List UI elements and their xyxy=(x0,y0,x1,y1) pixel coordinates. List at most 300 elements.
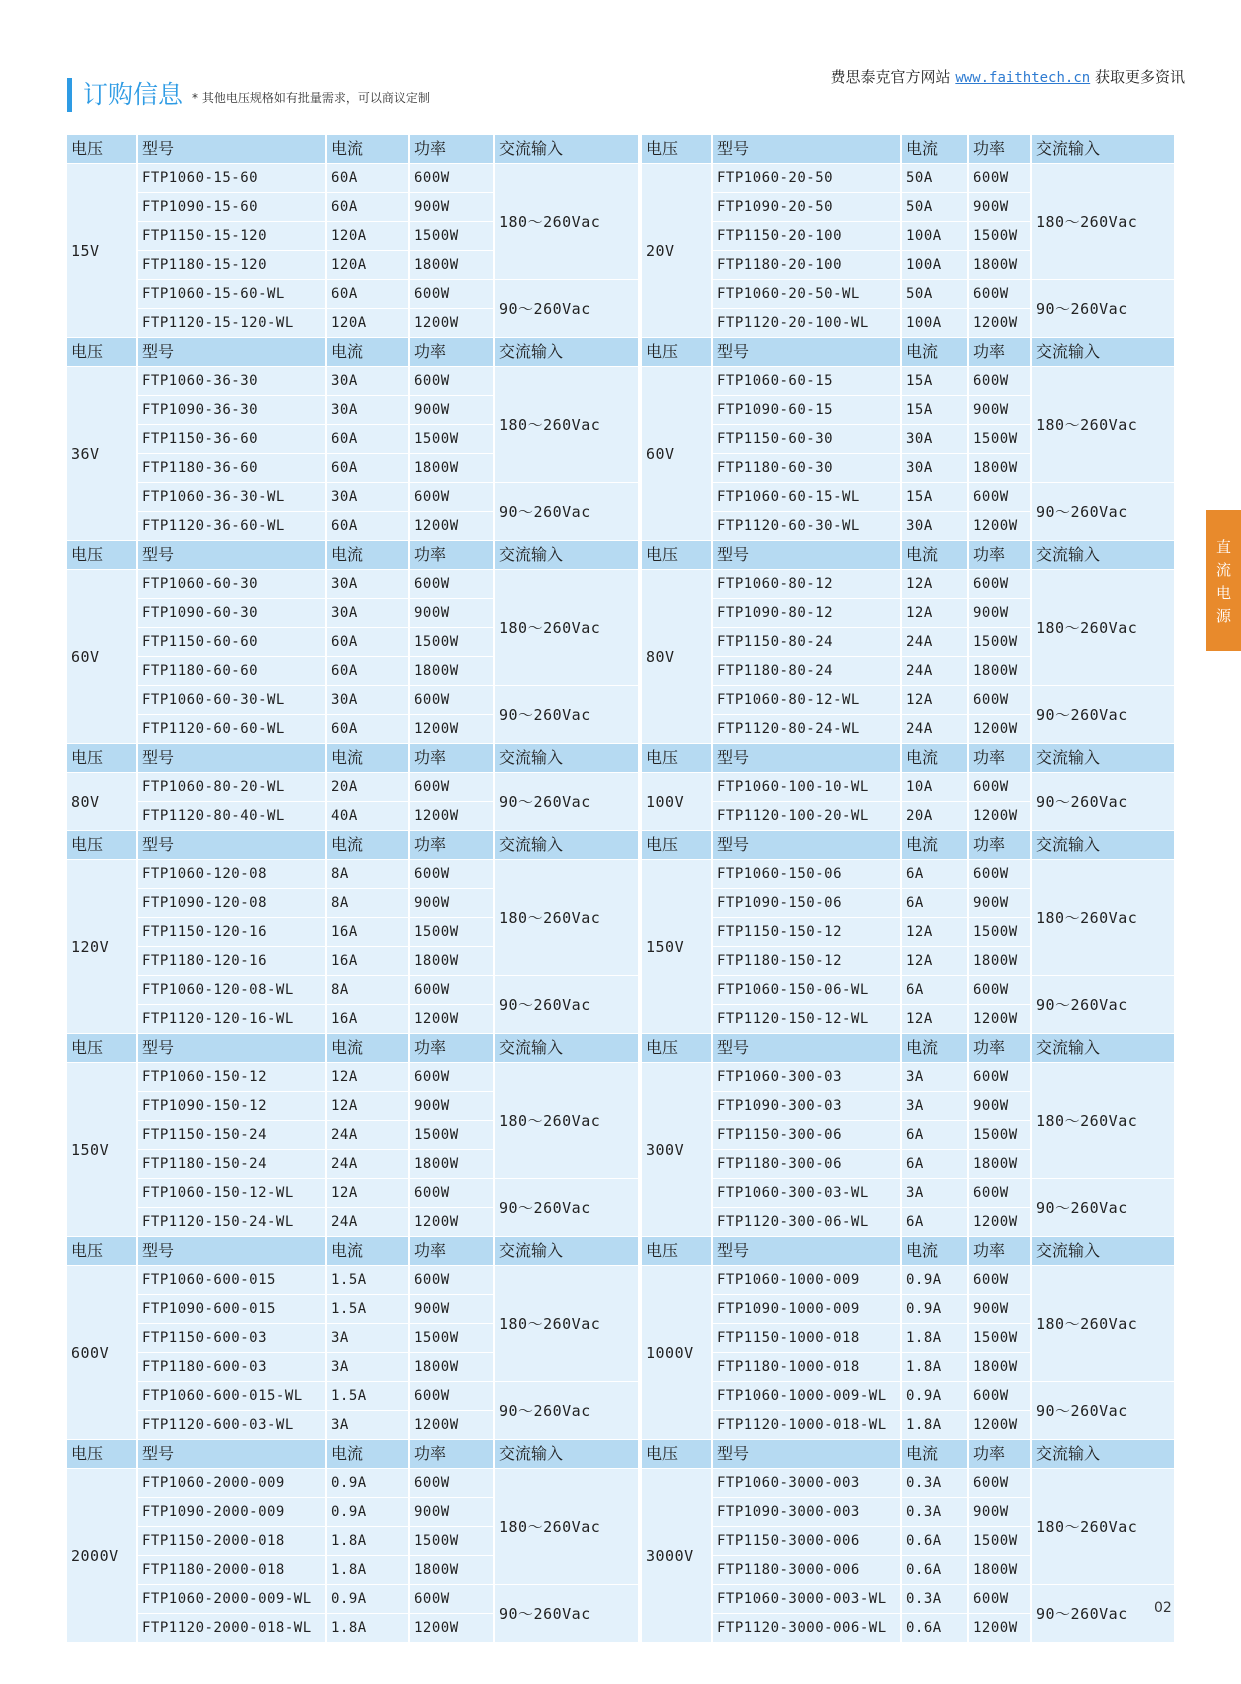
column-header: 功率 xyxy=(968,338,1031,367)
page-title: 订购信息 xyxy=(83,80,184,109)
model-cell: FTP1150-15-120 xyxy=(137,222,326,251)
model-cell: FTP1090-2000-009 xyxy=(137,1498,326,1527)
current-cell: 1.8A xyxy=(326,1527,409,1556)
power-cell: 1800W xyxy=(968,1150,1031,1179)
current-cell: 120A xyxy=(326,251,409,280)
model-cell: FTP1120-3000-006-WL xyxy=(712,1614,901,1643)
column-header: 功率 xyxy=(409,744,494,773)
column-header: 电压 xyxy=(67,1237,137,1266)
power-cell: 1500W xyxy=(409,628,494,657)
ac-input-cell: 180～260Vac xyxy=(494,860,639,976)
column-gap xyxy=(639,1411,642,1440)
current-cell: 3A xyxy=(901,1179,968,1208)
model-cell: FTP1150-2000-018 xyxy=(137,1527,326,1556)
power-cell: 600W xyxy=(409,686,494,715)
ac-input-cell: 180～260Vac xyxy=(1031,1469,1175,1585)
model-cell: FTP1150-36-60 xyxy=(137,425,326,454)
current-cell: 12A xyxy=(901,570,968,599)
current-cell: 1.5A xyxy=(326,1295,409,1324)
power-cell: 900W xyxy=(968,396,1031,425)
column-header: 电压 xyxy=(642,1237,712,1266)
model-cell: FTP1060-150-12 xyxy=(137,1063,326,1092)
current-cell: 1.8A xyxy=(901,1353,968,1382)
column-header: 电流 xyxy=(901,135,968,164)
voltage-cell: 80V xyxy=(642,570,712,744)
model-cell: FTP1150-80-24 xyxy=(712,628,901,657)
table-row xyxy=(67,1063,1175,1092)
current-cell: 8A xyxy=(326,860,409,889)
power-cell: 1500W xyxy=(409,1527,494,1556)
current-cell: 0.6A xyxy=(901,1556,968,1585)
ac-input-cell: 180～260Vac xyxy=(1031,1063,1175,1179)
table-row xyxy=(67,860,1175,889)
header-row xyxy=(67,831,1175,860)
column-gap xyxy=(639,251,642,280)
column-header: 功率 xyxy=(968,1237,1031,1266)
power-cell: 600W xyxy=(968,164,1031,193)
power-cell: 600W xyxy=(968,570,1031,599)
current-cell: 0.3A xyxy=(901,1585,968,1614)
table-row xyxy=(67,686,1175,715)
power-cell: 900W xyxy=(409,1498,494,1527)
power-cell: 1500W xyxy=(968,1527,1031,1556)
ac-input-cell: 90～260Vac xyxy=(1031,773,1175,831)
power-cell: 600W xyxy=(968,367,1031,396)
power-cell: 1200W xyxy=(968,1005,1031,1034)
current-cell: 24A xyxy=(326,1150,409,1179)
power-cell: 1200W xyxy=(409,512,494,541)
column-header: 型号 xyxy=(137,1237,326,1266)
current-cell: 1.8A xyxy=(901,1324,968,1353)
voltage-cell: 80V xyxy=(67,773,137,831)
power-cell: 1200W xyxy=(968,715,1031,744)
column-gap xyxy=(639,686,642,715)
power-cell: 1800W xyxy=(968,657,1031,686)
power-cell: 600W xyxy=(409,1179,494,1208)
current-cell: 30A xyxy=(901,454,968,483)
column-header: 电流 xyxy=(326,135,409,164)
column-gap xyxy=(639,1614,642,1643)
model-cell: FTP1120-36-60-WL xyxy=(137,512,326,541)
header-row xyxy=(67,1440,1175,1469)
site-url-link[interactable]: www.faithtech.cn xyxy=(955,70,1091,86)
model-cell: FTP1060-15-60-WL xyxy=(137,280,326,309)
voltage-cell: 60V xyxy=(67,570,137,744)
column-gap xyxy=(639,889,642,918)
current-cell: 0.9A xyxy=(901,1382,968,1411)
power-cell: 900W xyxy=(968,1295,1031,1324)
ac-input-cell: 90～260Vac xyxy=(494,686,639,744)
model-cell: FTP1120-100-20-WL xyxy=(712,802,901,831)
model-cell: FTP1120-15-120-WL xyxy=(137,309,326,338)
column-gap xyxy=(639,1556,642,1585)
model-cell: FTP1060-150-12-WL xyxy=(137,1179,326,1208)
column-gap xyxy=(639,1498,642,1527)
ac-input-cell: 90～260Vac xyxy=(1031,1179,1175,1237)
power-cell: 900W xyxy=(968,889,1031,918)
column-header: 功率 xyxy=(968,831,1031,860)
current-cell: 3A xyxy=(326,1353,409,1382)
power-cell: 900W xyxy=(968,1092,1031,1121)
voltage-cell: 150V xyxy=(642,860,712,1034)
model-cell: FTP1180-2000-018 xyxy=(137,1556,326,1585)
current-cell: 60A xyxy=(326,193,409,222)
column-gap xyxy=(639,1121,642,1150)
model-cell: FTP1150-150-24 xyxy=(137,1121,326,1150)
current-cell: 6A xyxy=(901,1121,968,1150)
current-cell: 12A xyxy=(901,947,968,976)
power-cell: 1500W xyxy=(409,425,494,454)
model-cell: FTP1120-60-60-WL xyxy=(137,715,326,744)
column-header: 电压 xyxy=(642,135,712,164)
current-cell: 60A xyxy=(326,657,409,686)
model-cell: FTP1150-120-16 xyxy=(137,918,326,947)
current-cell: 50A xyxy=(901,164,968,193)
power-cell: 1800W xyxy=(409,1556,494,1585)
current-cell: 30A xyxy=(326,570,409,599)
model-cell: FTP1060-3000-003-WL xyxy=(712,1585,901,1614)
voltage-cell: 150V xyxy=(67,1063,137,1237)
current-cell: 12A xyxy=(326,1179,409,1208)
column-header: 功率 xyxy=(409,135,494,164)
current-cell: 15A xyxy=(901,367,968,396)
current-cell: 24A xyxy=(326,1208,409,1237)
ac-input-cell: 180～260Vac xyxy=(1031,164,1175,280)
power-cell: 1500W xyxy=(968,628,1031,657)
model-cell: FTP1090-3000-003 xyxy=(712,1498,901,1527)
power-cell: 1500W xyxy=(409,222,494,251)
power-cell: 900W xyxy=(968,599,1031,628)
current-cell: 60A xyxy=(326,280,409,309)
column-header: 电压 xyxy=(642,541,712,570)
column-header: 电流 xyxy=(326,1034,409,1063)
site-prefix: 费思泰克官方网站 xyxy=(830,68,951,86)
model-cell: FTP1180-3000-006 xyxy=(712,1556,901,1585)
table-row xyxy=(67,976,1175,1005)
power-cell: 600W xyxy=(409,1266,494,1295)
column-header: 交流输入 xyxy=(1031,135,1175,164)
power-cell: 1500W xyxy=(968,425,1031,454)
power-cell: 1800W xyxy=(968,454,1031,483)
power-cell: 1800W xyxy=(409,251,494,280)
column-header: 交流输入 xyxy=(1031,541,1175,570)
column-gap xyxy=(639,1005,642,1034)
power-cell: 600W xyxy=(409,976,494,1005)
power-cell: 600W xyxy=(968,1266,1031,1295)
voltage-cell: 300V xyxy=(642,1063,712,1237)
model-cell: FTP1060-150-06 xyxy=(712,860,901,889)
model-cell: FTP1060-1000-009 xyxy=(712,1266,901,1295)
table-row xyxy=(67,164,1175,193)
current-cell: 0.9A xyxy=(901,1266,968,1295)
power-cell: 1500W xyxy=(968,1324,1031,1353)
current-cell: 0.3A xyxy=(901,1469,968,1498)
table-row xyxy=(67,280,1175,309)
current-cell: 1.8A xyxy=(901,1411,968,1440)
table-row xyxy=(67,1469,1175,1498)
model-cell: FTP1120-150-24-WL xyxy=(137,1208,326,1237)
column-header: 交流输入 xyxy=(494,831,639,860)
model-cell: FTP1060-600-015-WL xyxy=(137,1382,326,1411)
title-accent-bar xyxy=(67,78,72,112)
column-header: 电流 xyxy=(326,338,409,367)
column-header: 交流输入 xyxy=(1031,338,1175,367)
power-cell: 1200W xyxy=(968,802,1031,831)
column-gap xyxy=(639,425,642,454)
voltage-cell: 2000V xyxy=(67,1469,137,1643)
column-header: 电压 xyxy=(642,831,712,860)
column-header: 电流 xyxy=(901,338,968,367)
model-cell: FTP1120-1000-018-WL xyxy=(712,1411,901,1440)
power-cell: 1500W xyxy=(409,1324,494,1353)
current-cell: 12A xyxy=(326,1063,409,1092)
model-cell: FTP1060-20-50 xyxy=(712,164,901,193)
column-header: 交流输入 xyxy=(494,541,639,570)
column-gap xyxy=(639,512,642,541)
column-header: 型号 xyxy=(712,1237,901,1266)
model-cell: FTP1180-1000-018 xyxy=(712,1353,901,1382)
model-cell: FTP1090-120-08 xyxy=(137,889,326,918)
current-cell: 24A xyxy=(901,628,968,657)
ac-input-cell: 90～260Vac xyxy=(1031,483,1175,541)
current-cell: 120A xyxy=(326,309,409,338)
column-header: 电压 xyxy=(67,541,137,570)
table-row xyxy=(67,1179,1175,1208)
column-header: 交流输入 xyxy=(1031,1237,1175,1266)
site-suffix: 获取更多资讯 xyxy=(1094,68,1185,86)
column-gap xyxy=(639,947,642,976)
current-cell: 0.6A xyxy=(901,1614,968,1643)
current-cell: 3A xyxy=(326,1411,409,1440)
power-cell: 900W xyxy=(409,396,494,425)
model-cell: FTP1120-60-30-WL xyxy=(712,512,901,541)
model-cell: FTP1150-20-100 xyxy=(712,222,901,251)
model-cell: FTP1090-36-30 xyxy=(137,396,326,425)
power-cell: 1800W xyxy=(968,1353,1031,1382)
model-cell: FTP1060-20-50-WL xyxy=(712,280,901,309)
model-cell: FTP1060-1000-009-WL xyxy=(712,1382,901,1411)
power-cell: 1200W xyxy=(409,1005,494,1034)
power-cell: 1200W xyxy=(409,802,494,831)
current-cell: 3A xyxy=(901,1092,968,1121)
model-cell: FTP1060-80-12-WL xyxy=(712,686,901,715)
column-header: 电流 xyxy=(901,831,968,860)
side-tab-char: 流 xyxy=(1215,561,1231,579)
voltage-cell: 15V xyxy=(67,164,137,338)
model-cell: FTP1060-36-30 xyxy=(137,367,326,396)
power-cell: 1500W xyxy=(968,1121,1031,1150)
model-cell: FTP1150-60-60 xyxy=(137,628,326,657)
ac-input-cell: 90～260Vac xyxy=(494,1382,639,1440)
current-cell: 24A xyxy=(901,657,968,686)
model-cell: FTP1060-3000-003 xyxy=(712,1469,901,1498)
ac-input-cell: 180～260Vac xyxy=(494,570,639,686)
power-cell: 1200W xyxy=(968,309,1031,338)
model-cell: FTP1090-150-06 xyxy=(712,889,901,918)
power-cell: 900W xyxy=(968,1498,1031,1527)
model-cell: FTP1120-20-100-WL xyxy=(712,309,901,338)
ac-input-cell: 180～260Vac xyxy=(494,1063,639,1179)
current-cell: 12A xyxy=(326,1092,409,1121)
current-cell: 6A xyxy=(901,1150,968,1179)
voltage-cell: 36V xyxy=(67,367,137,541)
column-header: 电流 xyxy=(901,541,968,570)
column-gap xyxy=(639,1179,642,1208)
power-cell: 1200W xyxy=(968,1411,1031,1440)
table-row xyxy=(67,570,1175,599)
column-header: 功率 xyxy=(409,1034,494,1063)
side-section-tab[interactable] xyxy=(1206,510,1241,651)
column-header: 交流输入 xyxy=(494,338,639,367)
model-cell: FTP1090-1000-009 xyxy=(712,1295,901,1324)
current-cell: 30A xyxy=(326,483,409,512)
column-header: 交流输入 xyxy=(1031,831,1175,860)
power-cell: 600W xyxy=(409,483,494,512)
current-cell: 8A xyxy=(326,976,409,1005)
column-gap xyxy=(639,976,642,1005)
power-cell: 1200W xyxy=(409,715,494,744)
column-header: 型号 xyxy=(712,541,901,570)
column-header: 电压 xyxy=(642,338,712,367)
column-header: 电流 xyxy=(326,831,409,860)
voltage-cell: 1000V xyxy=(642,1266,712,1440)
power-cell: 1200W xyxy=(968,512,1031,541)
header-row xyxy=(67,541,1175,570)
column-header: 交流输入 xyxy=(1031,1034,1175,1063)
current-cell: 16A xyxy=(326,947,409,976)
current-cell: 60A xyxy=(326,715,409,744)
ac-input-cell: 180～260Vac xyxy=(494,367,639,483)
column-header: 型号 xyxy=(137,744,326,773)
column-gap xyxy=(639,802,642,831)
voltage-cell: 20V xyxy=(642,164,712,338)
current-cell: 20A xyxy=(326,773,409,802)
column-header: 交流输入 xyxy=(1031,1440,1175,1469)
current-cell: 60A xyxy=(326,512,409,541)
model-cell: FTP1150-300-06 xyxy=(712,1121,901,1150)
model-cell: FTP1090-60-15 xyxy=(712,396,901,425)
model-cell: FTP1060-120-08 xyxy=(137,860,326,889)
model-cell: FTP1060-60-15 xyxy=(712,367,901,396)
column-header: 型号 xyxy=(137,1034,326,1063)
column-gap xyxy=(639,918,642,947)
header-row xyxy=(67,744,1175,773)
column-gap xyxy=(639,222,642,251)
power-cell: 600W xyxy=(409,164,494,193)
model-cell: FTP1060-60-15-WL xyxy=(712,483,901,512)
current-cell: 30A xyxy=(901,512,968,541)
power-cell: 600W xyxy=(968,773,1031,802)
column-header: 电压 xyxy=(642,1440,712,1469)
power-cell: 1200W xyxy=(409,1614,494,1643)
column-header: 型号 xyxy=(712,1440,901,1469)
power-cell: 1800W xyxy=(409,1353,494,1382)
current-cell: 50A xyxy=(901,280,968,309)
current-cell: 100A xyxy=(901,251,968,280)
power-cell: 1500W xyxy=(409,1121,494,1150)
current-cell: 6A xyxy=(901,976,968,1005)
current-cell: 1.5A xyxy=(326,1382,409,1411)
column-header: 电压 xyxy=(67,1440,137,1469)
column-header: 功率 xyxy=(409,338,494,367)
column-header: 型号 xyxy=(712,338,901,367)
ac-input-cell: 180～260Vac xyxy=(494,1266,639,1382)
model-cell: FTP1180-60-30 xyxy=(712,454,901,483)
column-header: 功率 xyxy=(968,744,1031,773)
model-cell: FTP1060-150-06-WL xyxy=(712,976,901,1005)
current-cell: 0.9A xyxy=(901,1295,968,1324)
ac-input-cell: 90～260Vac xyxy=(1031,280,1175,338)
current-cell: 50A xyxy=(901,193,968,222)
model-cell: FTP1090-300-03 xyxy=(712,1092,901,1121)
side-tab-char: 源 xyxy=(1215,607,1231,625)
model-cell: FTP1060-80-12 xyxy=(712,570,901,599)
column-header: 交流输入 xyxy=(494,744,639,773)
model-cell: FTP1120-80-40-WL xyxy=(137,802,326,831)
current-cell: 3A xyxy=(326,1324,409,1353)
ac-input-cell: 180～260Vac xyxy=(1031,860,1175,976)
current-cell: 8A xyxy=(326,889,409,918)
power-cell: 600W xyxy=(409,570,494,599)
power-cell: 900W xyxy=(409,1092,494,1121)
column-header: 交流输入 xyxy=(494,135,639,164)
model-cell: FTP1060-80-20-WL xyxy=(137,773,326,802)
power-cell: 1500W xyxy=(409,918,494,947)
column-header: 电流 xyxy=(901,1440,968,1469)
ac-input-cell: 180～260Vac xyxy=(494,1469,639,1585)
model-cell: FTP1150-60-30 xyxy=(712,425,901,454)
power-cell: 600W xyxy=(968,280,1031,309)
column-header: 电流 xyxy=(326,744,409,773)
current-cell: 30A xyxy=(326,367,409,396)
table-row xyxy=(67,1585,1175,1614)
column-header: 交流输入 xyxy=(494,1034,639,1063)
column-header: 电压 xyxy=(67,744,137,773)
power-cell: 1200W xyxy=(409,1208,494,1237)
ac-input-cell: 180～260Vac xyxy=(494,164,639,280)
column-gap xyxy=(639,1295,642,1324)
voltage-cell: 120V xyxy=(67,860,137,1034)
ac-input-cell: 180～260Vac xyxy=(1031,367,1175,483)
column-header: 电流 xyxy=(901,1237,968,1266)
current-cell: 12A xyxy=(901,918,968,947)
model-cell: FTP1060-120-08-WL xyxy=(137,976,326,1005)
side-tab-char: 电 xyxy=(1215,584,1231,602)
column-gap xyxy=(639,657,642,686)
power-cell: 600W xyxy=(968,1585,1031,1614)
column-header: 电压 xyxy=(67,1034,137,1063)
ac-input-cell: 180～260Vac xyxy=(1031,1266,1175,1382)
column-gap xyxy=(639,1150,642,1179)
current-cell: 1.8A xyxy=(326,1614,409,1643)
column-header: 功率 xyxy=(409,541,494,570)
current-cell: 12A xyxy=(901,1005,968,1034)
column-header: 型号 xyxy=(712,744,901,773)
current-cell: 1.5A xyxy=(326,1266,409,1295)
current-cell: 15A xyxy=(901,483,968,512)
column-header: 型号 xyxy=(137,541,326,570)
page-number: 02 xyxy=(1154,1600,1172,1616)
voltage-cell: 60V xyxy=(642,367,712,541)
column-gap xyxy=(639,1353,642,1382)
model-cell: FTP1120-80-24-WL xyxy=(712,715,901,744)
column-header: 功率 xyxy=(968,541,1031,570)
current-cell: 60A xyxy=(326,425,409,454)
power-cell: 1800W xyxy=(968,1556,1031,1585)
current-cell: 24A xyxy=(326,1121,409,1150)
power-cell: 600W xyxy=(968,1063,1031,1092)
ac-input-cell: 90～260Vac xyxy=(494,483,639,541)
